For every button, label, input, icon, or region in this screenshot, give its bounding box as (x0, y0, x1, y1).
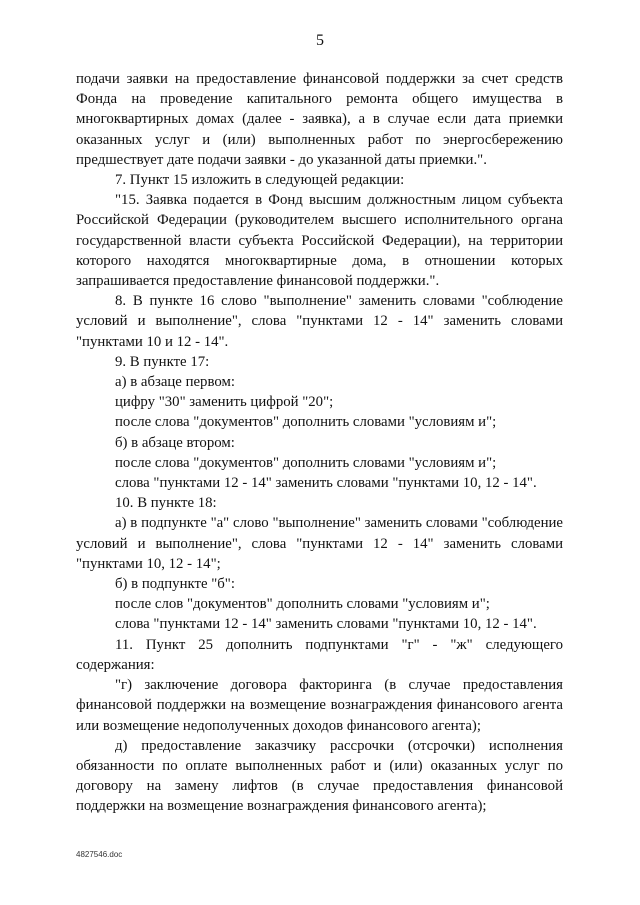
paragraph-item-10b-line2: слова "пунктами 12 - 14" заменить словами "пунктами 10, 12 - 14". (115, 616, 537, 633)
paragraph-item-11: 11. Пункт 25 дополнить подпунктами "г" - "ж" следующего содержания: (76, 636, 563, 673)
paragraph-item-9a-line2: после слова "документов" дополнить словами "условиям и"; (115, 414, 497, 431)
paragraph-continuation: подачи заявки на предоставление финансовой поддержки за счет средств Фонда на проведение капитального ремонта общего имущества в многоквартирных домах (далее - заявка), а в случае если дата приемки оказанных услуг и (или) выполненных работ по энергосбережению предшествует дате подачи заявки - до указанной даты приемки.". (76, 71, 563, 168)
paragraph-item-10b: б) в подпункте "б": (115, 576, 235, 593)
paragraph-item-10b-line1: после слов "документов" дополнить словами "условиям и"; (115, 596, 490, 613)
document-id-footer: 4827546.doc (76, 850, 123, 859)
paragraph-item-9: 9. В пункте 17: (115, 353, 210, 370)
paragraph-item-8: 8. В пункте 16 слово "выполнение" заменить словами "соблюдение условий и выполнение", слова "пунктами 12 - 14" заменить словами "пунктами 10 и 12 - 14". (76, 293, 563, 350)
paragraph-item-11d: д) предоставление заказчику рассрочки (отсрочки) исполнения обязанности по оплате выполненных работ и (или) оказанных услуг по договору на замену лифтов (в случае предоставления финансовой поддержки на возмещение вознаграждения финансового агента); (76, 737, 563, 815)
paragraph-item-15-text: "15. Заявка подается в Фонд высшим должностным лицом субъекта Российской Федерации (руководителем высшего исполнительного органа государственной власти субъекта Российской Федерации), на территории которого находятся многоквартирные дома, в отношении которых запрашивается предоставление финансовой поддержки.". (76, 192, 563, 290)
paragraph-item-11g: "г) заключение договора факторинга (в случае предоставления финансовой поддержки на возмещение вознаграждения финансового агента или возмещение недополученных доходов финансового агента); (76, 677, 563, 734)
paragraph-item-9b-line2: слова "пунктами 12 - 14" заменить словами "пунктами 10, 12 - 14". (115, 475, 537, 492)
paragraph-item-9b-line1: после слова "документов" дополнить словами "условиям и"; (115, 454, 497, 471)
paragraph-item-10: 10. В пункте 18: (115, 495, 217, 512)
paragraph-item-10a: а) в подпункте "а" слово "выполнение" заменить словами "соблюдение условий и выполнение", слова "пунктами 12 - 14" заменить словами "пунктами 10, 12 - 14"; (76, 515, 563, 572)
paragraph-item-9a-line1: цифру "30" заменить цифрой "20"; (115, 394, 334, 411)
paragraph-item-9a: а) в абзаце первом: (115, 374, 235, 391)
document-body (76, 69, 563, 817)
page-number: 5 (316, 32, 324, 49)
paragraph-item-7: 7. Пункт 15 изложить в следующей редакции: (115, 172, 405, 189)
paragraph-item-9b: б) в абзаце втором: (115, 434, 235, 451)
